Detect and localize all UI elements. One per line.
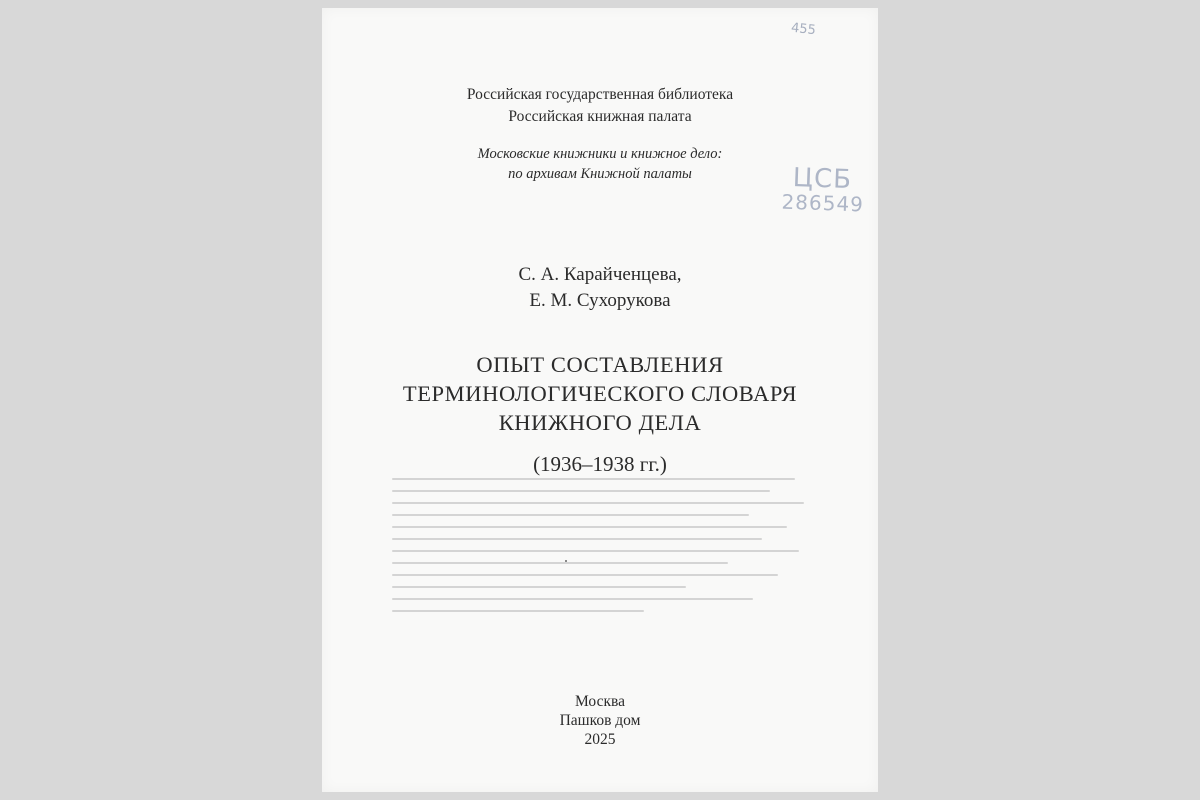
series-line: Московские книжники и книжное дело: (477, 146, 723, 162)
book-title (322, 350, 878, 437)
organization-line: Российская книжная палата (508, 108, 692, 125)
handwritten-note: 455 (790, 20, 817, 39)
series-line: по архивам Книжной палаты (508, 166, 692, 182)
book-title-page (322, 8, 878, 792)
title-line: ТЕРМИНОЛОГИЧЕСКОГО СЛОВАРЯ (402, 381, 798, 406)
authors (322, 262, 878, 314)
imprint-publisher: Пашков дом (559, 712, 641, 729)
imprint (322, 692, 878, 749)
organization-line: Российская государственная библиотека (466, 86, 734, 103)
imprint-city: Москва (575, 693, 625, 710)
publisher-organizations (322, 84, 878, 128)
title-line: КНИЖНОГО ДЕЛА (498, 410, 702, 435)
title-line: ОПЫТ СОСТАВЛЕНИЯ (476, 352, 724, 377)
stamp-line-2: 286549 (781, 189, 865, 217)
author-name: С. А. Карайченцева, (518, 264, 682, 285)
bleed-through-texture (392, 478, 812, 622)
stamp-line-1: ЦСБ (792, 162, 853, 196)
ink-speck (565, 560, 567, 562)
title-years: (1936–1938 гг.) (533, 452, 667, 476)
series-title (322, 144, 878, 184)
author-name: Е. М. Сухорукова (529, 290, 671, 311)
imprint-year: 2025 (584, 731, 616, 748)
